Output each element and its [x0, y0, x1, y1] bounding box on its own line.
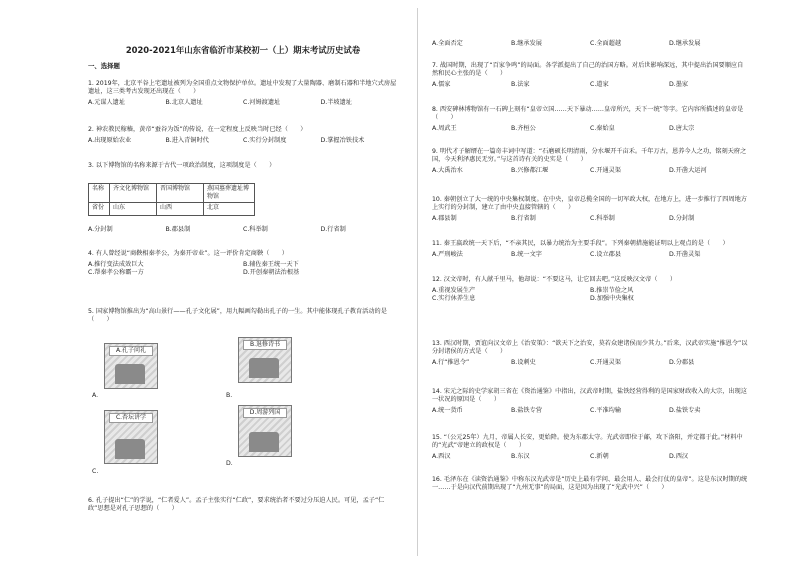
question-text: 4. 有人曾经说“商鞅相秦孝公，为秦开帝业”。这一评价肯定商鞅（ ） — [88, 250, 288, 257]
question-6-options — [432, 40, 748, 48]
table-cell: 山东 — [110, 203, 157, 216]
question-text: 6. 孔子提出“仁”的学说，“仁者爱人”。孟子主张实行“仁政”，要求统治者不要过分压迫人民。可见，孟子“仁政”思想是对孔子思想的（ ） — [88, 497, 385, 512]
option-b: B.齐桓公 — [511, 125, 536, 132]
table-cell: 晋国博物馆 — [157, 184, 204, 203]
museum-table — [88, 183, 255, 216]
question-14 — [432, 388, 748, 415]
option-b: B.统一文字 — [511, 251, 542, 258]
painting-figure — [115, 439, 145, 459]
option-d: D.盐铁专卖 — [669, 407, 701, 414]
option-d: D.唐太宗 — [669, 125, 695, 132]
option-b: B.设刺史 — [511, 359, 536, 366]
option-d: D.分郡县 — [669, 359, 695, 366]
option-c: C.科举制 — [590, 215, 615, 222]
question-text: 11. 秦王嬴政统一天下后，“不亲其民，以暴力统治为主要手段”。下列秦朝措施能证明以上观点的是（ ） — [432, 240, 729, 247]
question-text: 5. 国家博物馆推出为“高山景行——孔子文化展”，用九幅画勾勒出孔子的一生。其中能体现孔子教育活动的是（ ） — [88, 308, 387, 323]
painting-figure — [249, 358, 279, 378]
table-cell: 齐文化博物馆 — [110, 184, 157, 203]
option-b: B.进入青铜时代 — [165, 137, 209, 144]
table-cell: 名称 — [89, 184, 110, 203]
section-heading: 一、选择题 — [88, 62, 120, 70]
question-text: 12. 汉文帝时，有人献千里马，他却说：“不要这马，让它回去吧。”这反映汉文帝（ ） — [432, 276, 677, 283]
question-16 — [432, 476, 748, 492]
table-cell: 山西 — [157, 203, 204, 216]
question-text: 16. 毛泽东在《读资治通鉴》中称东汉光武帝是“历史上最有学问、最会用人、最会打仗的皇帝”。这是东汉时期的统一……于是向汉代前期出现了“九州无事”的局面，这是因为出现了“光武中兴”（ ） — [432, 476, 748, 491]
option-d: D.开凿灵渠 — [669, 251, 701, 258]
question-text: 3. 以下博物馆的名称来源于古代一项政治制度，这项制度是（ ） — [88, 162, 276, 169]
option-d: D.开凿大运河 — [669, 167, 707, 174]
painting-caption: D.周游列国 — [243, 408, 287, 418]
question-12 — [432, 276, 748, 303]
option-b: B.郡县制 — [165, 226, 191, 233]
option-c: C.秦始皇 — [590, 125, 615, 132]
option-b: B.东汉 — [511, 453, 530, 460]
option-b: B.继承发展 — [511, 40, 542, 47]
option-c: C.开通灵渠 — [590, 167, 622, 174]
option-d: D.掌握冶铁技术 — [320, 137, 365, 144]
question-9 — [432, 148, 748, 175]
question-4 — [88, 250, 398, 277]
painting-caption: C.杏坛讲学 — [109, 413, 153, 423]
question-15 — [432, 434, 748, 461]
question-text: 7. 战国时期，出现了“百家争鸣”的局面。各学派提出了自己的治国方略。对后世影响深远，其中提出治国要顺应自然和民心主张的是（ ） — [432, 62, 744, 77]
question-text: 1. 2019年，北京平谷上宅遗址被列为全国重点文物保护单位。遗址中发现了大量陶器、磨制石器和半地穴式房屋遗址，这三类考古发现还出现在（ ） — [88, 80, 397, 95]
painting-image-d — [238, 405, 292, 457]
option-d: D.继承发展 — [669, 40, 701, 47]
painting-image-b — [238, 337, 292, 383]
option-a: A.统一货币 — [432, 407, 463, 414]
option-b: B.兴修都江堰 — [511, 167, 549, 174]
option-a: A.元谋人遗址 — [88, 99, 126, 106]
question-11 — [432, 240, 748, 259]
question-text: 13. 西汉时期，贾谊向汉文帝上《治安策》：“欲天下之治安，莫若众建诸侯而少其力。”后来，汉武帝实施“推恩令”以分封诸侯的方式是（ ） — [432, 340, 748, 355]
question-1 — [88, 80, 398, 107]
painting-image-c — [104, 410, 158, 464]
option-c: C.全面超越 — [590, 40, 622, 47]
option-a: A.郡县制 — [432, 215, 457, 222]
option-d: D.西汉 — [669, 453, 689, 460]
option-a: A.儒家 — [432, 81, 451, 88]
option-c: C.帮秦孝公称霸一方 — [88, 269, 144, 276]
painting-caption: B.退修诗书 — [243, 340, 287, 350]
question-8 — [432, 106, 748, 133]
option-b: B.法家 — [511, 81, 530, 88]
option-c: C.科举制 — [243, 226, 268, 233]
option-a: A.西汉 — [432, 453, 451, 460]
option-b: B.盐铁专营 — [511, 407, 542, 414]
option-a: A.严刑峻法 — [432, 251, 463, 258]
question-text: 9. 明代才子解缙在一篇奇丰词中写道：“石磨硕长明清雨，分水堰开千亩禾。千年万古，恩养今人之功，铭刻天府之国，今天利泽惠民无穷。”与这首诗有关的史实是（ ） — [432, 148, 747, 163]
page-title: 2020-2021年山东省临沂市某校初一（上）期末考试历史试卷 — [125, 45, 361, 55]
option-a: A.周武王 — [432, 125, 457, 132]
option-d: D.墨家 — [669, 81, 689, 88]
option-a: A.推行变法成效巨大 — [88, 261, 144, 268]
option-a: A.出现原始农业 — [88, 137, 132, 144]
option-a: A.全面否定 — [432, 40, 463, 47]
option-d-label: D. — [226, 460, 233, 467]
option-c: C.新朝 — [590, 453, 609, 460]
question-5 — [88, 308, 398, 324]
table-cell: 省份 — [89, 203, 110, 216]
question-text: 10. 秦朝创立了大一统的中央集权制度。在中央，皇帝总揽全国的一切军政大权，在地方上，进一步推行了四周地方上实行的分封制，建立了由中央直接管辖的（ ） — [432, 196, 747, 211]
option-d: D.加强中央集权 — [590, 295, 634, 302]
option-b: B.推崇节俭之风 — [590, 287, 634, 294]
option-d: D.行省制 — [320, 226, 346, 233]
option-d: D.分封制 — [669, 215, 695, 222]
painting-figure — [249, 432, 279, 452]
question-13 — [432, 340, 748, 367]
question-7 — [432, 62, 748, 89]
question-2 — [88, 126, 398, 145]
question-10 — [432, 196, 748, 223]
option-a: A.分封制 — [88, 226, 113, 233]
question-6 — [88, 497, 398, 513]
table-cell: 北京 — [204, 203, 255, 216]
question-3-options — [88, 226, 398, 234]
option-c: C.开通灵渠 — [590, 359, 622, 366]
option-c: C.平准均输 — [590, 407, 622, 414]
option-a: A.重视发展生产 — [432, 287, 476, 294]
option-c: C.道家 — [590, 81, 609, 88]
option-b: B.北京人遗址 — [165, 99, 203, 106]
option-c: C.实行分封制度 — [243, 137, 287, 144]
option-b: B.辅佐秦王统一天下 — [243, 261, 299, 268]
option-a: A.行“推恩令” — [432, 359, 470, 366]
option-b: B.行省制 — [511, 215, 536, 222]
option-b-label: B. — [226, 392, 233, 399]
option-c: C.河姆渡遗址 — [243, 99, 281, 106]
option-c-label: C. — [92, 468, 99, 475]
table-row — [89, 184, 255, 203]
table-cell: 燕国墓葬遗址博物馆 — [204, 184, 255, 203]
option-d: D.开创秦朝法治根基 — [243, 269, 300, 276]
painting-caption: A.孔子问礼 — [109, 346, 153, 356]
option-a-label: A. — [92, 392, 99, 399]
question-text: 15. “（公元25年）九月，帝属人长安，更始降。使为东郡太守。光武帝即位于鄗，攻下洛阳，并定都于此。”材料中的“光武”帝建立的政权是（ ） — [432, 434, 743, 449]
column-divider — [417, 8, 418, 556]
question-text: 14. 宋元之际的史学家胡三省在《资治通鉴》中指出，汉武帝时期，盐铁经营得利的是国家财政收入的大宗，出现这一状况的原因是（ ） — [432, 388, 747, 403]
option-a: A.大禹治水 — [432, 167, 463, 174]
option-c: C.设立郡县 — [590, 251, 622, 258]
question-text: 2. 神农教民稼穑，黄帝“蚕谷为饭”的传说，在一定程度上反映当时已经（ ） — [88, 126, 307, 133]
painting-image-a — [104, 343, 158, 389]
question-3 — [88, 162, 398, 170]
table-row — [89, 203, 255, 216]
question-text: 8. 西安碑林博物馆有一石碑上刻有“皇帝立国……天下暴动……皇帝所兴，天下一统”等字。它内容所描述的皇帝是（ ） — [432, 106, 744, 121]
painting-figure — [115, 364, 145, 384]
option-c: C.实行休养生息 — [432, 295, 476, 302]
option-d: D.半坡遗址 — [320, 99, 352, 106]
